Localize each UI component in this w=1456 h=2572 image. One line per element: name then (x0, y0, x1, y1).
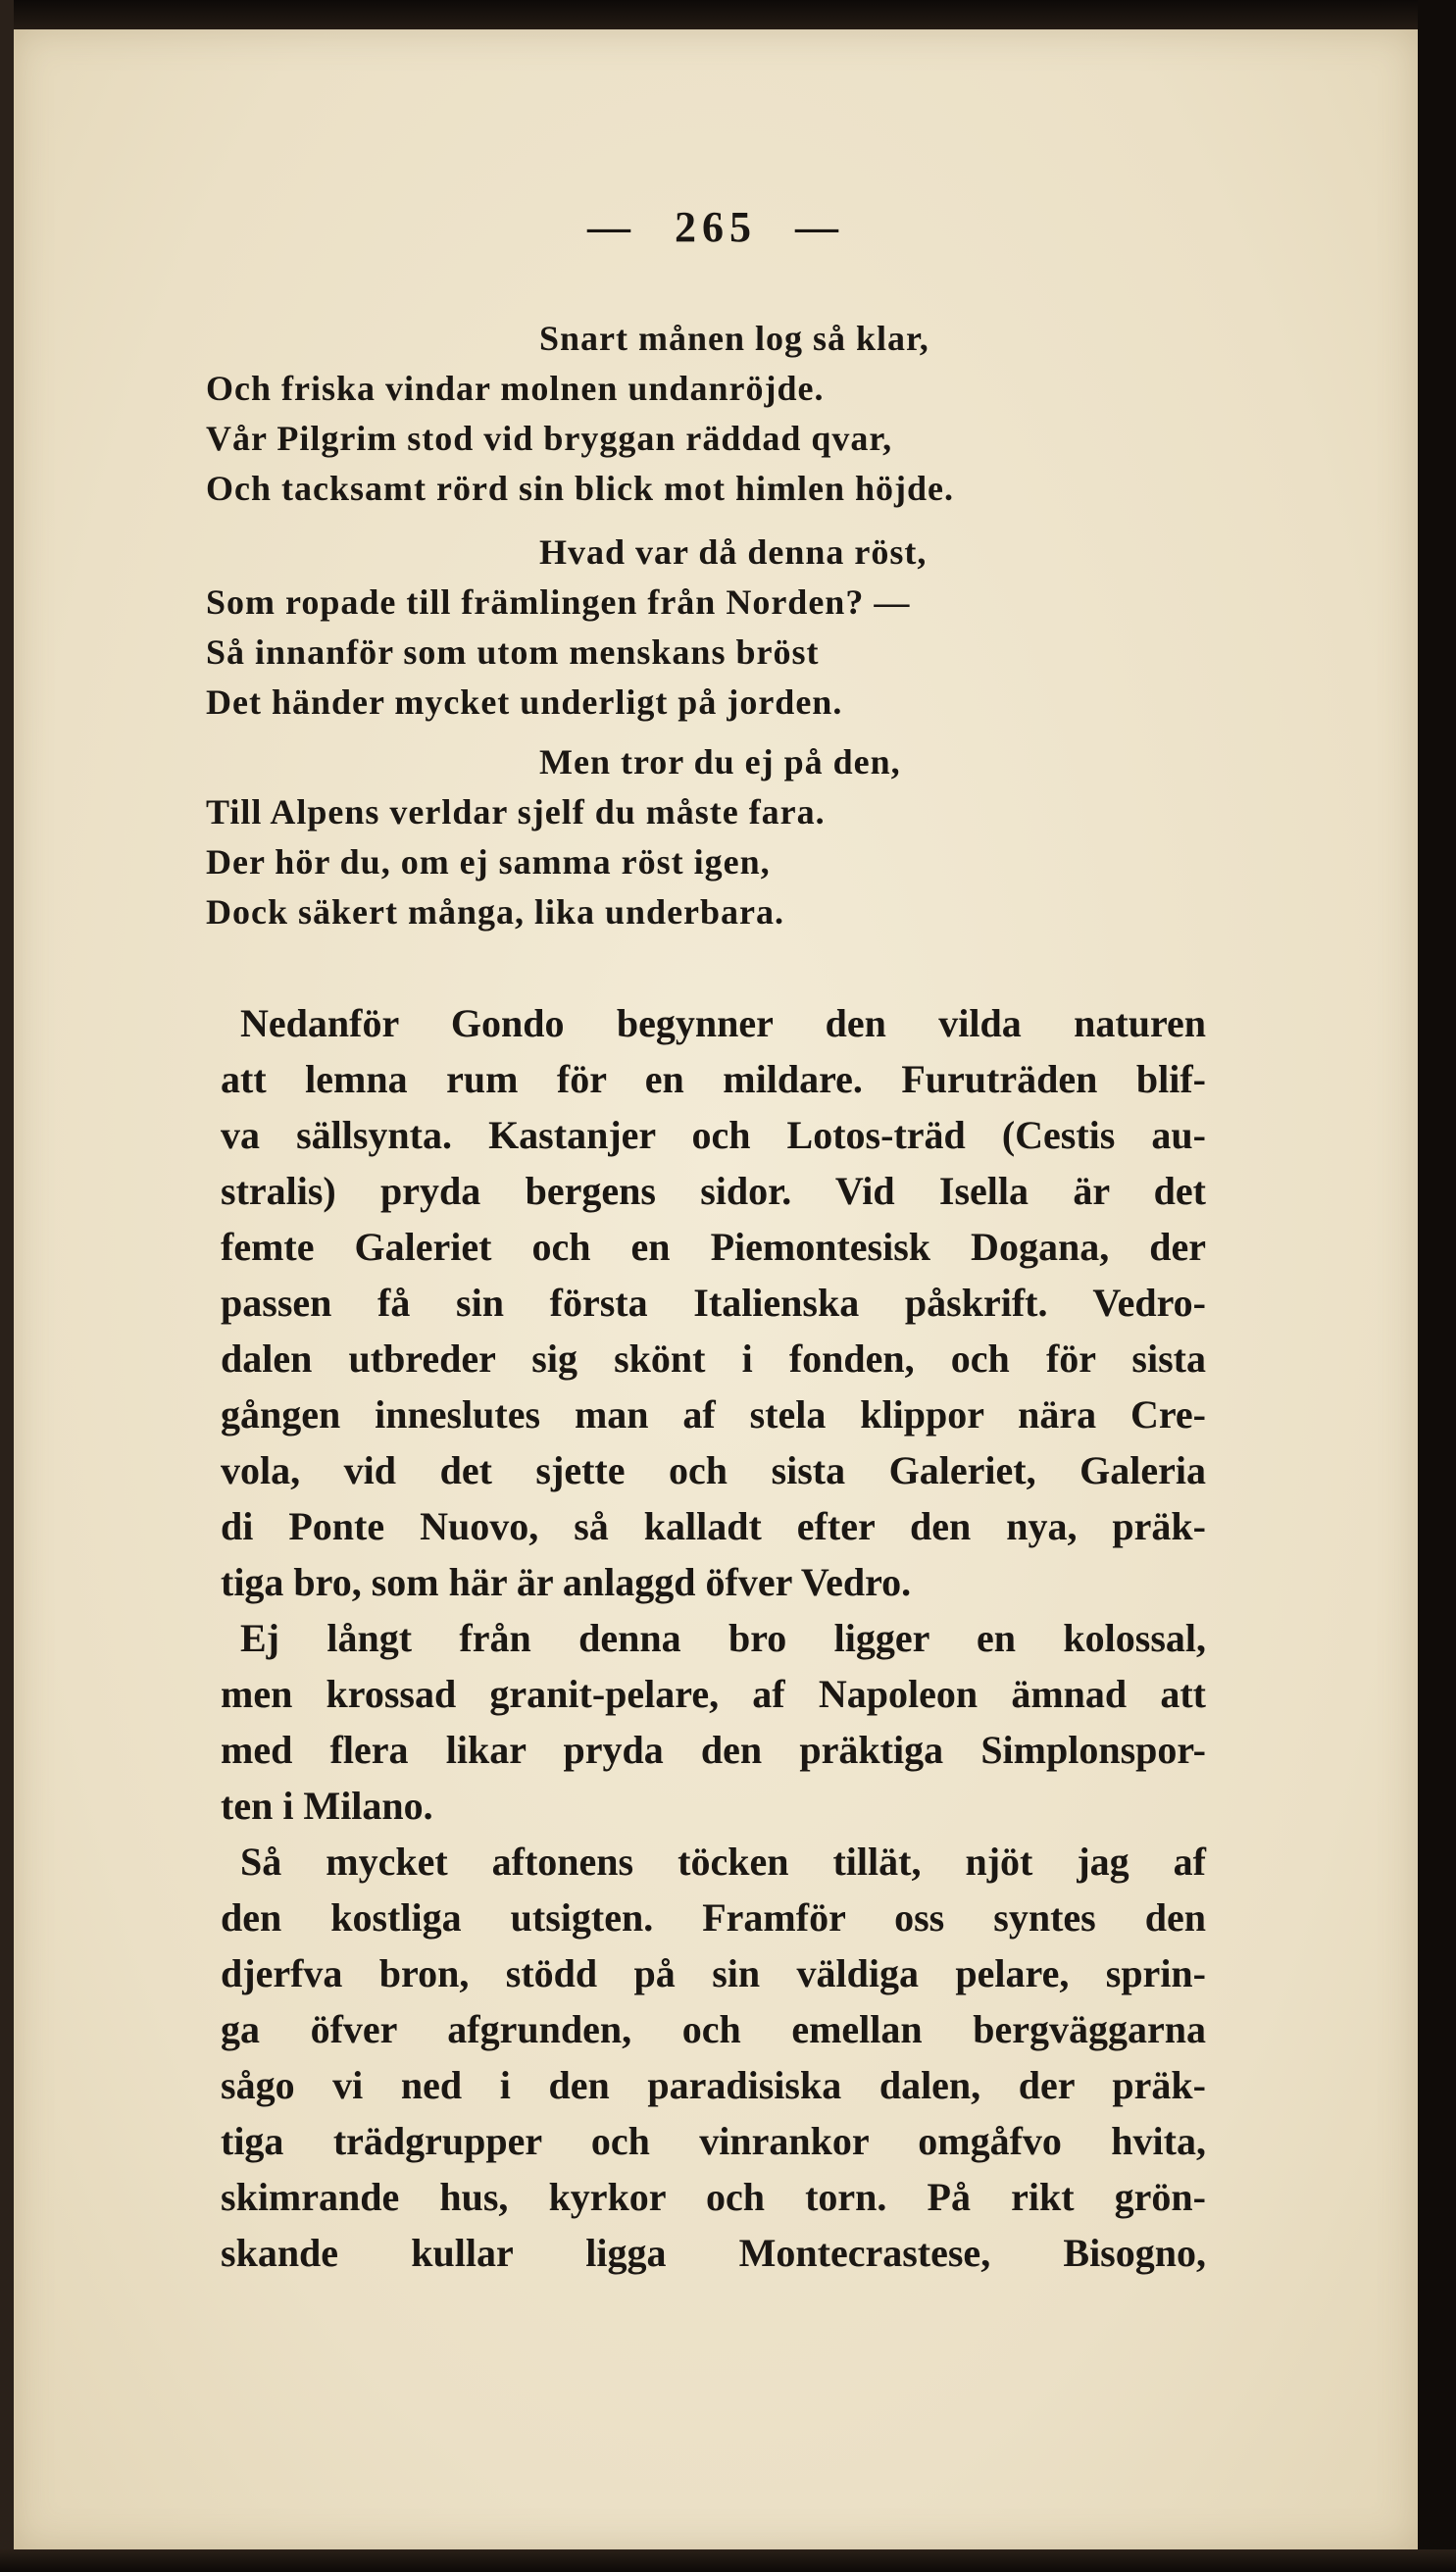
poem-line: Men tror du ej på den, (539, 742, 901, 782)
prose-line: sågo vi ned i den paradisiska dalen, der präk- (221, 2063, 1206, 2107)
poem-line: Och friska vindar molnen undanröjde. (206, 369, 825, 408)
poem-stanza-2 (206, 528, 927, 728)
prose-line: med flera likar pryda den präktiga Simplonspor- (221, 1728, 1206, 1772)
book-right-edge (1418, 0, 1456, 2572)
poem-line: Till Alpens verldar sjelf du måste fara. (206, 792, 826, 832)
poem-line: Hvad var då denna röst, (539, 532, 928, 572)
prose-line: ten i Milano. (221, 1784, 433, 1828)
prose-line: va sällsynta. Kastanjer och Lotos-träd (Cestis au- (221, 1113, 1206, 1157)
prose-body (221, 995, 1206, 2281)
prose-line: dalen utbreder sig skönt i fonden, och för sista (221, 1336, 1206, 1381)
poem-stanza-1 (206, 314, 954, 514)
poem-line: Vår Pilgrim stod vid bryggan räddad qvar, (206, 419, 893, 458)
prose-line: femte Galeriet och en Piemontesisk Dogana, der (221, 1225, 1206, 1269)
prose-line: Så mycket aftonens töcken tillät, njöt jag af (240, 1840, 1206, 1884)
prose-line: skande kullar ligga Montecrastese, Bisogno, (221, 2231, 1206, 2275)
book-top-edge (0, 0, 1456, 29)
prose-line: djerfva bron, stödd på sin väldiga pelare, sprin- (221, 1951, 1206, 1995)
page-number-header: — 265 — (587, 203, 844, 251)
prose-line: den kostliga utsigten. Framför oss syntes den (221, 1895, 1206, 1940)
prose-line: men krossad granit-pelare, af Napoleon ämnad att (221, 1672, 1206, 1716)
poem-line: Som ropade till främlingen från Norden? — (206, 582, 911, 622)
prose-line: gången inneslutes man af stela klippor nära Cre- (221, 1392, 1206, 1437)
prose-line: vola, vid det sjette och sista Galeriet, Galeria (221, 1448, 1206, 1492)
prose-line: skimrande hus, kyrkor och torn. På rikt grön- (221, 2175, 1206, 2219)
prose-line: Ej långt från denna bro ligger en kolossal, (240, 1616, 1206, 1660)
prose-line: tiga bro, som här är anlaggd öfver Vedro. (221, 1560, 912, 1604)
poem-line: Dock säkert många, lika underbara. (206, 892, 785, 932)
poem-line: Der hör du, om ej samma röst igen, (206, 842, 771, 882)
prose-line: tiga trädgrupper och vinrankor omgåfvo hvita, (221, 2119, 1206, 2163)
prose-line: Nedanför Gondo begynner den vilda naturen (240, 1001, 1206, 1045)
poem-line: Snart månen log så klar, (539, 319, 929, 358)
poem-line: Så innanför som utom menskans bröst (206, 632, 820, 672)
prose-line: stralis) pryda bergens sidor. Vid Isella är det (221, 1169, 1206, 1213)
prose-line: passen få sin första Italienska påskrift. Vedro- (221, 1281, 1206, 1325)
prose-line: ga öfver afgrunden, och emellan bergväggarna (221, 2007, 1206, 2051)
book-page (14, 29, 1418, 2549)
poem-stanza-3 (206, 737, 901, 937)
book-spine (0, 0, 14, 2572)
prose-line: di Ponte Nuovo, så kalladt efter den nya, präk- (221, 1504, 1206, 1548)
poem-line: Det händer mycket underligt på jorden. (206, 682, 843, 722)
prose-line: att lemna rum för en mildare. Furuträden blif- (221, 1057, 1206, 1101)
poem-line: Och tacksamt rörd sin blick mot himlen höjde. (206, 469, 955, 508)
book-bottom-edge (0, 2549, 1456, 2572)
